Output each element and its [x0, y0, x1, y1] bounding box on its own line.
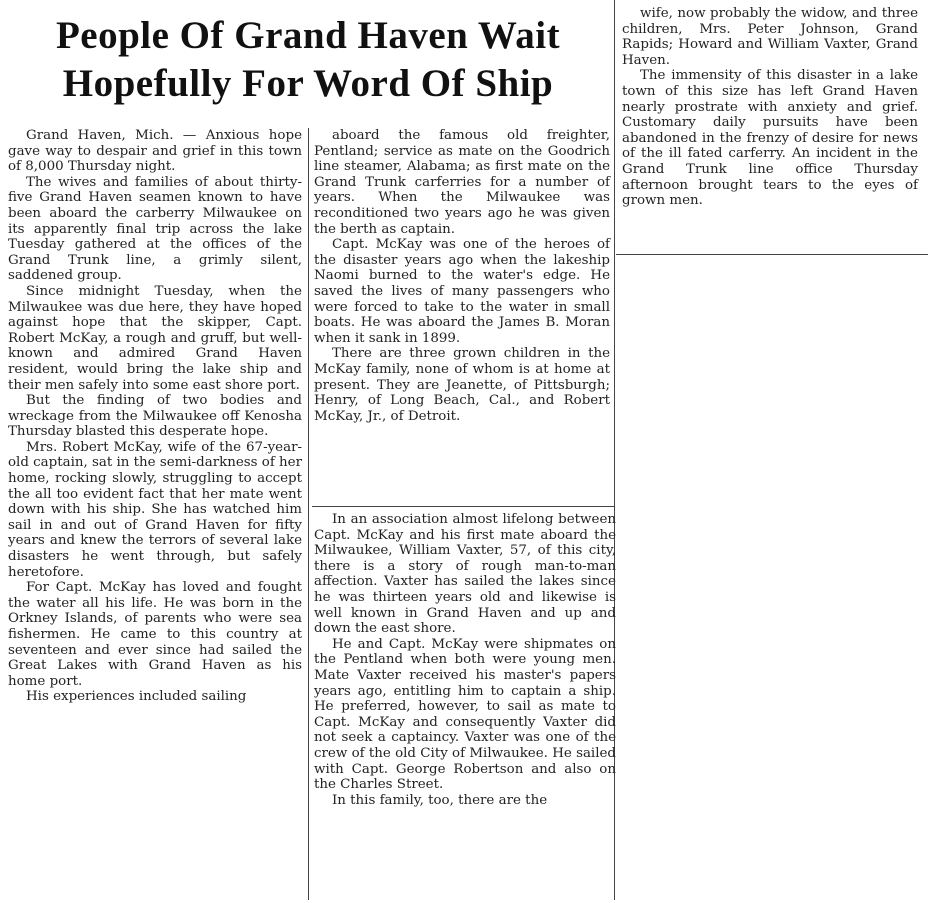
paragraph: Grand Haven, Mich. — Anxious hope gave way to despair and grief in this town of 8,000 Thursday night.	[8, 128, 302, 175]
article-column-3	[622, 6, 918, 209]
paragraph: The immensity of this disaster in a lake town of this size has left Grand Haven nearly prostrate with anxiety and grief. Customary daily pursuits have been abandoned in the frenzy of desire for news of the ill fated carferry. An incident in the Grand Trunk line office Thursday afternoon brought tears to the eyes of grown men.	[622, 68, 918, 209]
paragraph: He and Capt. McKay were shipmates on the Pentland when both were young men. Mate Vaxter received his master's papers years ago, entitling him to captain a ship. He preferred, however, to sail as mate to Capt. McKay and consequently Vaxter did not seek a captaincy. Vaxter was one of the crew of the old City of Milwaukee. He sailed with Capt. George Robertson and also on the Charles Street.	[314, 636, 616, 793]
paragraph: In an association almost lifelong between Capt. McKay and his first mate aboard the Milwaukee, William Vaxter, 57, of this city, there is a story of rough man-to-man affection. Vaxter has sailed the lakes since he was thirteen years old and likewise is well known in Grand Haven and up and down the east shore.	[314, 512, 616, 637]
paragraph: But the finding of two bodies and wreckage from the Milwaukee off Kenosha Thursday blasted this desperate hope.	[8, 393, 302, 440]
paragraph: The wives and families of about thirty-five Grand Haven seamen known to have been aboard the carberry Milwaukee on its apparently final trip across the lake Tuesday gathered at the offices of the Grand Trunk line, a grimly silent, saddened group.	[8, 174, 302, 284]
paragraph: Since midnight Tuesday, when the Milwaukee was due here, they have hoped against hope that the skipper, Capt. Robert McKay, a rough and gruff, but well-known and admired Grand Haven resident, would bring the lake ship and their men safely into some east shore port.	[8, 283, 302, 393]
headline-line-1: People Of Grand Haven Wait	[55, 14, 561, 57]
paragraph: Mrs. Robert McKay, wife of the 67-year-old captain, sat in the semi-darkness of her home, rocking slowly, struggling to accept the all too evident fact that her mate went down with his ship. She has watched him sail in and out of Grand Haven for fifty years and knew the terrors of several lake disasters he went through, but safely heretofore.	[8, 439, 302, 580]
headline	[8, 12, 608, 108]
article-column-2-top	[314, 128, 610, 424]
headline-line-2: Hopefully For Word Of Ship	[62, 62, 554, 105]
paragraph: In this family, too, there are the	[332, 792, 548, 808]
paragraph: For Capt. McKay has loved and fought the water all his life. He was born in the Orkney Islands, of parents who were sea fishermen. He came to this country at seventeen and ever since had sailed the Great Lakes with Grand Haven as his home port.	[8, 580, 302, 689]
paragraph: Capt. McKay was one of the heroes of the disaster years ago when the lakeship Naomi burned to the water's edge. He saved the lives of many passengers who were forced to take to the water in small boats. He was aboard the James B. Moran when it sank in 1899.	[314, 237, 610, 346]
paragraph: His experiences included sailing	[26, 689, 247, 705]
section-rule-2	[312, 506, 614, 507]
paragraph: There are three grown children in the McKay family, none of whom is at home at present. They are Jeanette, of Pittsburgh; Henry, of Long Beach, Cal., and Robert McKay, Jr., of Detroit.	[314, 346, 610, 424]
paragraph: wife, now probably the widow, and three children, Mrs. Peter Johnson, Grand Rapids; Howard and William Vaxter, Grand Haven.	[622, 6, 918, 68]
article-column-1	[8, 128, 302, 705]
paragraph: aboard the famous old freighter, Pentland; service as mate on the Goodrich line steamer, Alabama; as first mate on the Grand Trunk carferries for a number of years. When the Milwaukee was reconditioned two years ago he was given the berth as captain.	[314, 128, 610, 237]
article-column-2-bottom	[314, 512, 616, 808]
section-rule-3	[616, 254, 928, 255]
column-rule-1	[308, 128, 309, 900]
